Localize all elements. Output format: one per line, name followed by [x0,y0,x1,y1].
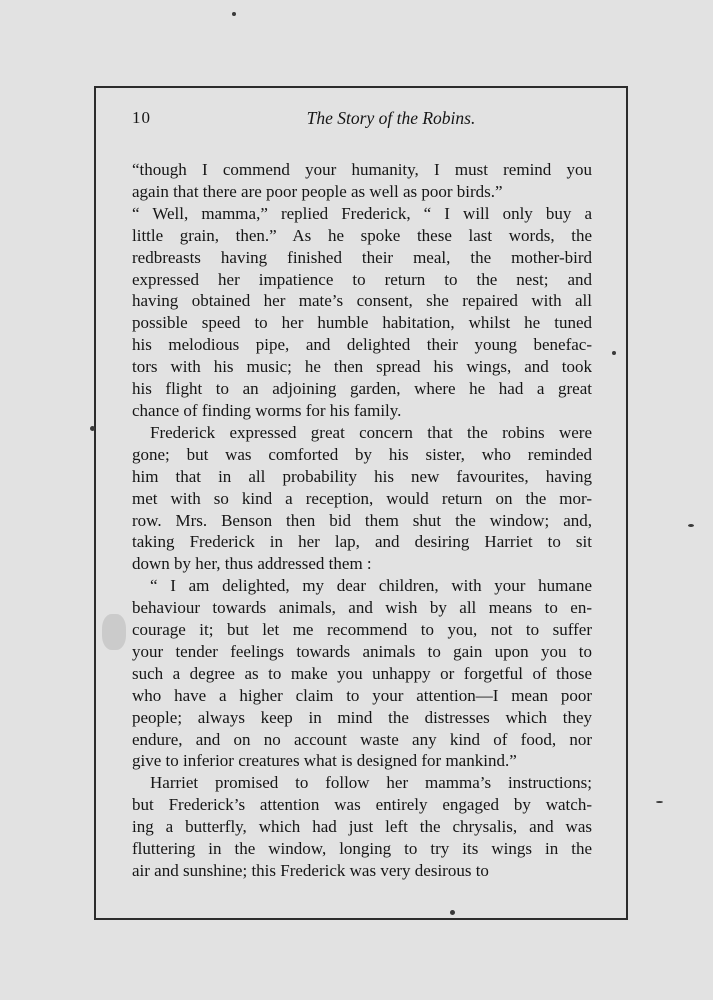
ink-speck [688,524,694,527]
text-line: Harriet promised to follow her mamma’s instructions; [150,773,592,793]
text-line: endure, and on no account waste any kind of food, nor [132,729,592,749]
running-title: The Story of the Robins. [306,108,476,128]
text-line: tors with his music; he then spread his wings, and took [132,357,592,377]
text-line: having obtained her mate’s consent, she repaired with all [132,291,592,311]
running-header [132,108,596,132]
text-line: him that in all probability his new favourites, having [132,466,592,486]
text-line: such a degree as to make you unhappy or forgetful of those [132,663,592,683]
text-line: “though I commend your humanity, I must remind you [132,160,592,179]
body-text [132,159,592,882]
ink-speck [232,12,236,16]
text-line: his melodious pipe, and delighted their young benefac- [132,335,592,355]
text-line: chance of finding worms for his family. [132,400,402,420]
text-line: give to inferior creatures what is designed for mankind.” [132,751,517,771]
ink-speck [90,426,95,431]
text-line: “ Well, mamma,” replied Frederick, “ I will only buy a [132,203,592,223]
text-line: courage it; but let me recommend to you, not to suffer [132,620,592,640]
text-line: little grain, then.” As he spoke these last words, the [132,225,592,245]
text-line: his flight to an adjoining garden, where he had a great [132,379,592,399]
text-line: gone; but was comforted by his sister, who reminded [132,444,592,464]
ink-speck [656,801,663,803]
text-line: expressed her impatience to return to the nest; and [132,269,592,289]
ink-speck [450,910,455,915]
text-line: who have a higher claim to your attention—I mean poor [132,685,592,705]
text-line: people; always keep in mind the distresses which they [132,707,592,727]
paper-stain [102,614,126,650]
text-line: possible speed to her humble habitation, whilst he tuned [132,313,592,333]
text-line: taking Frederick in her lap, and desiring Harriet to sit [132,532,592,552]
text-line: Frederick expressed great concern that the robins were [150,422,592,442]
text-line: down by her, thus addressed them : [132,554,372,574]
text-line: air and sunshine; this Frederick was very desirous to [132,861,489,880]
text-line: again that there are poor people as well as poor birds.” [132,181,503,201]
page-number: 10 [132,108,151,127]
text-line: behaviour towards animals, and wish by all means to en- [132,598,592,618]
text-line: met with so kind a reception, would return on the mor- [132,488,592,508]
ink-speck [612,351,616,355]
text-line: “ I am delighted, my dear children, with your humane [150,576,592,596]
text-line: row. Mrs. Benson then bid them shut the window; and, [132,510,592,530]
text-line: but Frederick’s attention was entirely engaged by watch- [132,795,592,815]
text-line: your tender feelings towards animals to gain upon you to [132,641,592,661]
text-line: fluttering in the window, longing to try its wings in the [132,839,592,859]
page-border [94,86,628,920]
text-line: redbreasts having finished their meal, the mother-bird [132,247,592,267]
text-line: ing a butterfly, which had just left the chrysalis, and was [132,817,592,837]
